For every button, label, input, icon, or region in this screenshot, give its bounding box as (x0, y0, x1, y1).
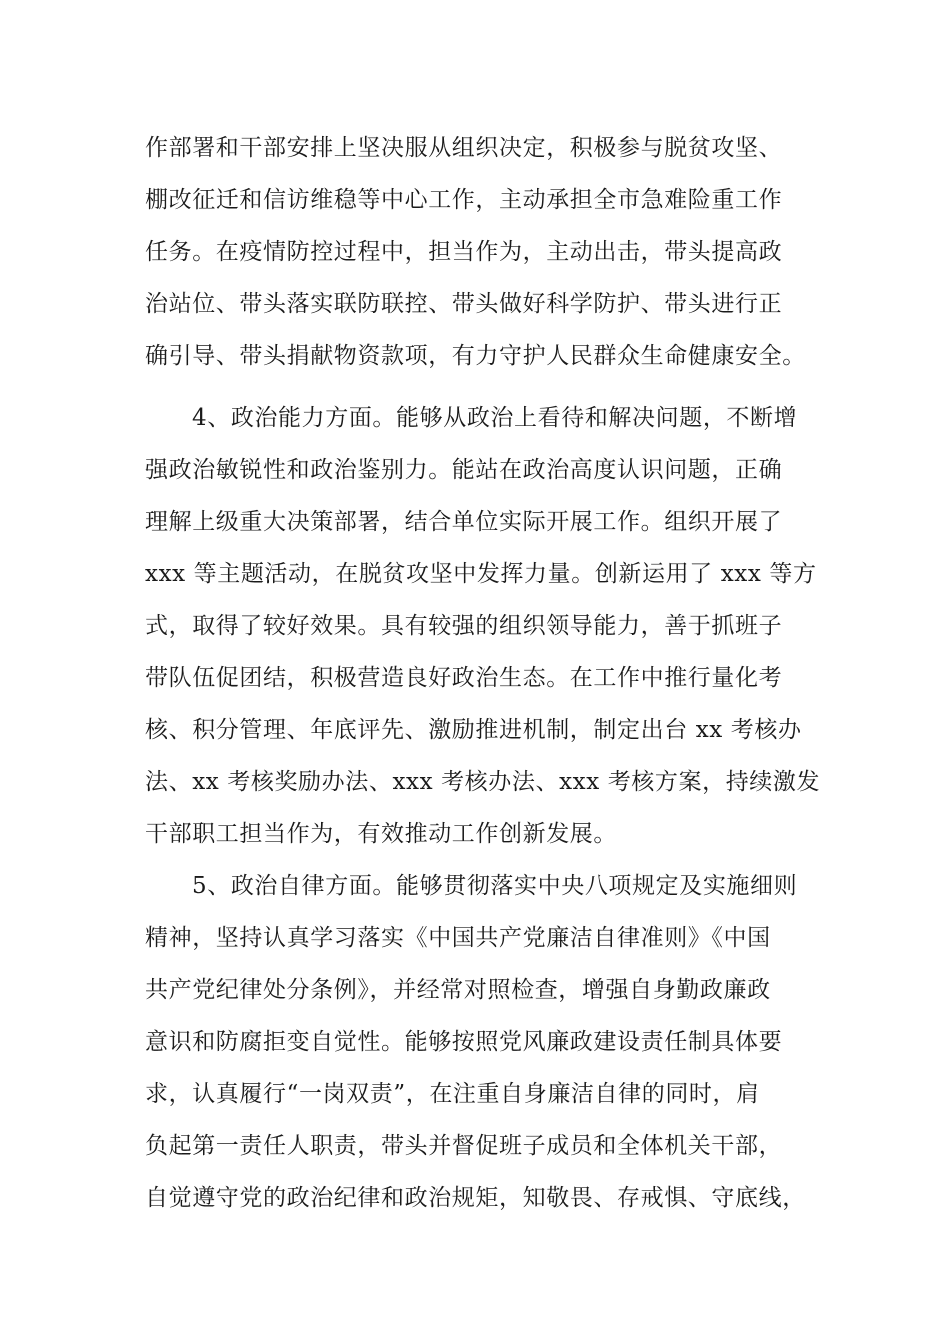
paragraph-4-first-line: 4、政治能力方面。能够从政治上看待和解决问题，不断增 (192, 405, 798, 431)
paragraph-line: 带队伍促团结，积极营造良好政治生态。在工作中推行量化考 (145, 665, 783, 691)
paragraph-line: 求，认真履行“一岗双责”，在注重自身廉洁自律的同时，肩 (145, 1081, 760, 1107)
paragraph-line: 意识和防腐拒变自觉性。能够按照党风廉政建设责任制具体要 (145, 1029, 783, 1055)
paragraph-line: 核、积分管理、年底评先、激励推进机制，制定出台 xx 考核办 (145, 717, 802, 743)
paragraph-line: 干部职工担当作为，有效推动工作创新发展。 (145, 821, 617, 847)
paragraph-line: 式，取得了较好效果。具有较强的组织领导能力，善于抓班子 (145, 613, 783, 639)
paragraph-line: 强政治敏锐性和政治鉴别力。能站在政治高度认识问题，正确 (145, 457, 783, 483)
paragraph-line: 棚改征迁和信访维稳等中心工作，主动承担全市急难险重工作 (145, 187, 783, 213)
paragraph-line: xxx 等主题活动，在脱贫攻坚中发挥力量。创新运用了 xxx 等方 (145, 561, 817, 587)
paragraph-line: 负起第一责任人职责，带头并督促班子成员和全体机关干部， (145, 1133, 783, 1159)
paragraph-line: 确引导、带头捐献物资款项，有力守护人民群众生命健康安全。 (145, 343, 806, 369)
paragraph-line: 作部署和干部安排上坚决服从组织决定，积极参与脱贫攻坚、 (145, 135, 783, 161)
paragraph-5-first-line: 5、政治自律方面。能够贯彻落实中央八项规定及实施细则 (192, 873, 798, 899)
paragraph-line: 精神，坚持认真学习落实《中国共产党廉洁自律准则》《中国 (145, 925, 771, 951)
paragraph-line: 治站位、带头落实联防联控、带头做好科学防护、带头进行正 (145, 291, 783, 317)
paragraph-line: 法、xx 考核奖励办法、xxx 考核办法、xxx 考核方案，持续激发 (145, 769, 821, 795)
paragraph-line: 共产党纪律处分条例》，并经常对照检查，增强自身勤政廉政 (145, 977, 771, 1003)
paragraph-line: 自觉遵守党的政治纪律和政治规矩，知敬畏、存戒惧、守底线， (145, 1185, 806, 1211)
paragraph-line: 任务。在疫情防控过程中，担当作为，主动出击，带头提高政 (145, 239, 783, 265)
paragraph-line: 理解上级重大决策部署，结合单位实际开展工作。组织开展了 (145, 509, 783, 535)
